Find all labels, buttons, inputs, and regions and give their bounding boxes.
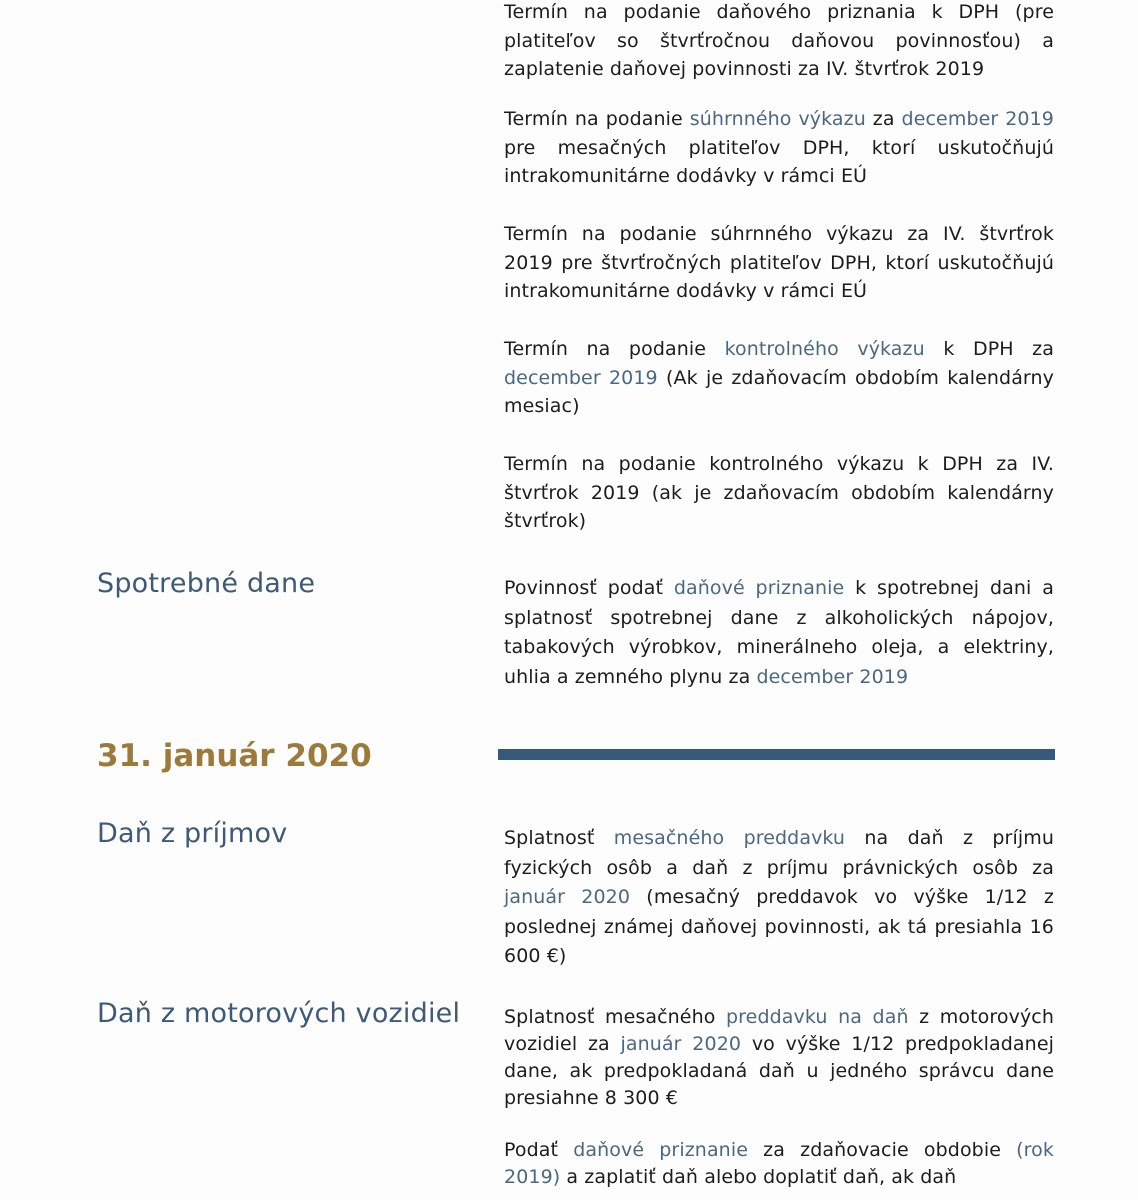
text-segment: k DPH za: [924, 338, 1054, 360]
text-segment: k spotrebnej dani a splatnosť spotrebnej dane z alkoholických nápojov, tabakových výrobkov, minerálneho oleja, a elektriny, uhlia a zemného plynu za: [504, 577, 1054, 688]
paragraph-summary-report-monthly: [504, 105, 1054, 191]
link-year-2019[interactable]: (rok 2019): [504, 1139, 1055, 1188]
text-segment: Termín na podanie súhrnného výkazu za IV. štvrťrok 2019 pre štvrťročných platiteľov DPH, ktorí uskutočňujú intrakomunitárne dodávky v rámci EÚ: [504, 223, 1054, 302]
section-label-excise-taxes: Spotrebné dane: [97, 568, 316, 599]
text-segment: (Ak je zdaňovacím obdobím kalendárny mesiac): [504, 366, 1054, 417]
text-segment: Termín na podanie kontrolného výkazu k DPH za IV. štvrťrok 2019 (ak je zdaňovacím obdobím kalendárny štvrťrok): [504, 453, 1054, 532]
text-segment: za: [865, 108, 902, 130]
paragraph-vat-return-quarterly: [504, 0, 1054, 84]
link-control-statement[interactable]: kontrolného výkazu: [724, 338, 925, 360]
section-label-motor-vehicle-tax: Daň z motorových vozidiel: [97, 998, 461, 1029]
text-segment: Termín na podanie daňového priznania k DPH (pre platiteľov so štvrťročnou daňovou povinnosťou) a zaplatenie daňovej povinnosti za IV. štvrťrok 2019: [504, 1, 1054, 80]
link-january-2020[interactable]: január 2020: [620, 1033, 742, 1055]
text-segment: Termín na podanie: [504, 338, 725, 360]
link-monthly-advance[interactable]: mesačného preddavku: [613, 827, 846, 849]
link-tax-return[interactable]: daňové priznanie: [573, 1139, 748, 1161]
link-summary-report[interactable]: súhrnného výkazu: [689, 108, 866, 130]
text-segment: (mesačný preddavok vo výške 1/12 z poslednej známej daňovej povinnosti, ak tá presiahla 16 600 €): [504, 886, 1054, 967]
paragraph-excise-tax-return: [504, 574, 1054, 692]
date-divider-rule: [498, 749, 1055, 760]
paragraph-summary-report-quarterly: [504, 220, 1054, 306]
text-segment: vo výške 1/12 predpokladanej dane, ak predpokladaná daň u jedného správcu dane presiahne 8 300 €: [504, 1033, 1054, 1109]
paragraph-vehicle-tax-advance: [504, 1004, 1054, 1112]
text-segment: na daň z príjmu fyzických osôb a daň z príjmu právnických osôb za: [504, 827, 1054, 879]
paragraph-vehicle-tax-return: [504, 1137, 1054, 1191]
link-tax-return[interactable]: daňové priznanie: [673, 577, 845, 599]
text-segment: a zaplatiť daň alebo doplatiť daň, ak daň: [560, 1166, 957, 1188]
paragraph-control-statement-quarterly: [504, 450, 1054, 536]
text-segment: za zdaňovacie obdobie: [748, 1139, 1017, 1161]
paragraph-control-statement-monthly: [504, 335, 1054, 421]
link-january-2020[interactable]: január 2020: [504, 886, 631, 908]
link-december-2019[interactable]: december 2019: [901, 108, 1054, 130]
paragraph-income-tax-advance: [504, 824, 1054, 972]
text-segment: Termín na podanie: [504, 108, 690, 130]
text-segment: z motorových vozidiel za: [504, 1006, 1054, 1055]
text-segment: Splatnosť: [504, 827, 614, 849]
link-december-2019[interactable]: december 2019: [504, 366, 658, 389]
section-label-income-tax: Daň z príjmov: [97, 818, 288, 849]
link-tax-advance[interactable]: preddavku na daň: [726, 1006, 909, 1028]
text-segment: Podať: [504, 1139, 574, 1161]
date-heading: 31. január 2020: [97, 738, 372, 774]
text-segment: Splatnosť mesačného: [504, 1006, 727, 1028]
text-segment: Povinnosť podať: [504, 577, 674, 599]
link-december-2019[interactable]: december 2019: [756, 665, 909, 688]
text-segment: pre mesačných platiteľov DPH, ktorí uskutočňujú intrakomunitárne dodávky v rámci EÚ: [504, 136, 1054, 187]
